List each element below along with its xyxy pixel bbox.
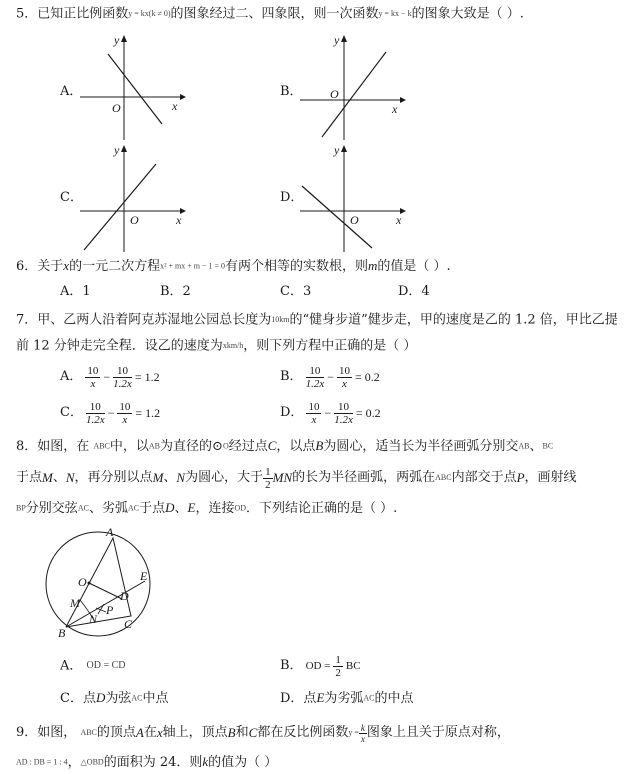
origin-label: O: [130, 213, 139, 227]
x-axis-label: x: [176, 213, 182, 227]
y-axis-label: y: [114, 33, 120, 47]
label-e: E: [140, 569, 148, 583]
q5-graph-d: [300, 142, 410, 252]
q7-number: 7．: [16, 312, 38, 328]
q7-option-b[interactable]: B． $\frac{10}{1.2x}$ − $\frac{10}{x}$ = 0.2: [280, 364, 380, 390]
q5-option-d-label[interactable]: D．: [280, 190, 304, 205]
q6-option-d[interactable]: D．4: [398, 284, 430, 299]
label-m: M: [70, 596, 80, 610]
q5-option-a-label[interactable]: A．: [60, 84, 83, 99]
q7-stem-line2: 前 12 分钟走完全程．设乙的速度为xkm/h，则下列方程中正确的是（ ）: [16, 338, 417, 354]
q8-stem-line2: 于点 M 、 N ，再分别以点 M 、 N 为圆心，大于 $\frac{1}{2}$ MN 的长为半径画弧，两弧在 ABC 内部交于点 P ，画射线: [16, 465, 577, 491]
q8-stem-line3: BP分别交弦AC、劣弧AC于点D、E，连接OD．下列结论正确的是（ ）.: [16, 500, 398, 516]
label-b: B: [58, 626, 66, 640]
q8-option-d[interactable]: D．点E为劣弧AC的中点: [280, 690, 414, 706]
origin-label: O: [350, 213, 359, 227]
q6-option-a[interactable]: A．1: [60, 284, 91, 299]
q6-number: 6．: [16, 259, 38, 274]
origin-label: O: [112, 101, 121, 115]
origin-label: O: [330, 87, 339, 101]
x-axis-label: x: [172, 99, 178, 113]
label-o: O: [78, 575, 87, 589]
q5-option-b-label[interactable]: B．: [280, 84, 303, 99]
q6-equation: x² + mx + m − 1 = 0: [160, 261, 225, 271]
q8-option-c[interactable]: C．点D为弦AC中点: [60, 690, 169, 706]
q8-figure: [36, 524, 166, 644]
label-c: C: [124, 617, 133, 631]
q5-graph-b: [300, 32, 410, 142]
label-d: D: [120, 589, 129, 603]
y-axis-label: y: [334, 33, 340, 47]
q5-option-c-label[interactable]: C．: [60, 190, 83, 205]
y-axis-label: y: [114, 143, 120, 157]
q7-option-c[interactable]: C． $\frac{10}{1.2x}$ − $\frac{10}{x}$ = 1.2: [60, 400, 161, 426]
q6-option-b[interactable]: B．2: [160, 284, 191, 299]
q8-option-b[interactable]: B． OD = $\frac{1}{2}$ BC: [280, 653, 361, 679]
label-p: P: [106, 603, 114, 617]
q9-number: 9．: [16, 725, 38, 740]
q9-stem-line1: 9． 如图， ABC 的顶点 A 在 x 轴上，顶点 B 和 C 都在反比例函数 y = $\frac{k}{x}$ 图象上且关于原点对称，: [16, 722, 510, 744]
x-axis-label: x: [396, 213, 402, 227]
q8-number: 8．: [16, 439, 38, 454]
q5-number: 5．: [16, 6, 38, 22]
segment-od: [89, 583, 122, 599]
q5-formula-direct: y = kx(k ≠ 0): [128, 9, 171, 18]
q7-stem-line1: 7．甲、乙两人沿着阿克苏湿地公园总长度为10km的“健身步道”健步走，甲的速度是乙的 1.2 倍，甲比乙提: [16, 312, 618, 328]
q5-graph-c-line: [84, 164, 156, 250]
y-axis-label: y: [334, 143, 340, 157]
q5-graph-a: [80, 32, 190, 142]
q9-stem-line2: AD : DB = 1 : 4，△OBD的面积为 24．则k的值为（ ）: [16, 754, 278, 770]
x-axis-label: x: [392, 102, 398, 116]
circle-o: [46, 532, 150, 636]
q6-stem: 6．关于x的一元二次方程x² + mx + m − 1 = 0有两个相等的实数根，则m的值是（ ）.: [16, 258, 451, 274]
q8-option-a[interactable]: A． OD = CD: [60, 658, 126, 674]
label-a: A: [106, 525, 114, 539]
q5-graph-d-line: [302, 186, 372, 248]
q5-stem: 5．已知正比例函数y = kx(k ≠ 0)的图象经过二、四象限，则一次函数y = kx − k的图象大致是（ ）.: [16, 6, 524, 22]
q6-option-c[interactable]: C．3: [280, 284, 312, 299]
label-n: N: [89, 612, 98, 626]
q5-formula-linear: y = kx − k: [378, 9, 412, 18]
q7-option-d[interactable]: D． $\frac{10}{x}$ − $\frac{10}{1.2x}$ = 0.2: [280, 400, 381, 426]
q7-option-a[interactable]: A． $\frac{10}{x}$ − $\frac{10}{1.2x}$ = 1.2: [60, 364, 160, 390]
q5-graph-c: [80, 142, 190, 252]
q8-stem-line1: 8．如图，在 ABC中，以AB为直径的⊙O经过点C，以点B为圆心，适当长为半径画弧分别交AB、BC: [16, 438, 554, 454]
